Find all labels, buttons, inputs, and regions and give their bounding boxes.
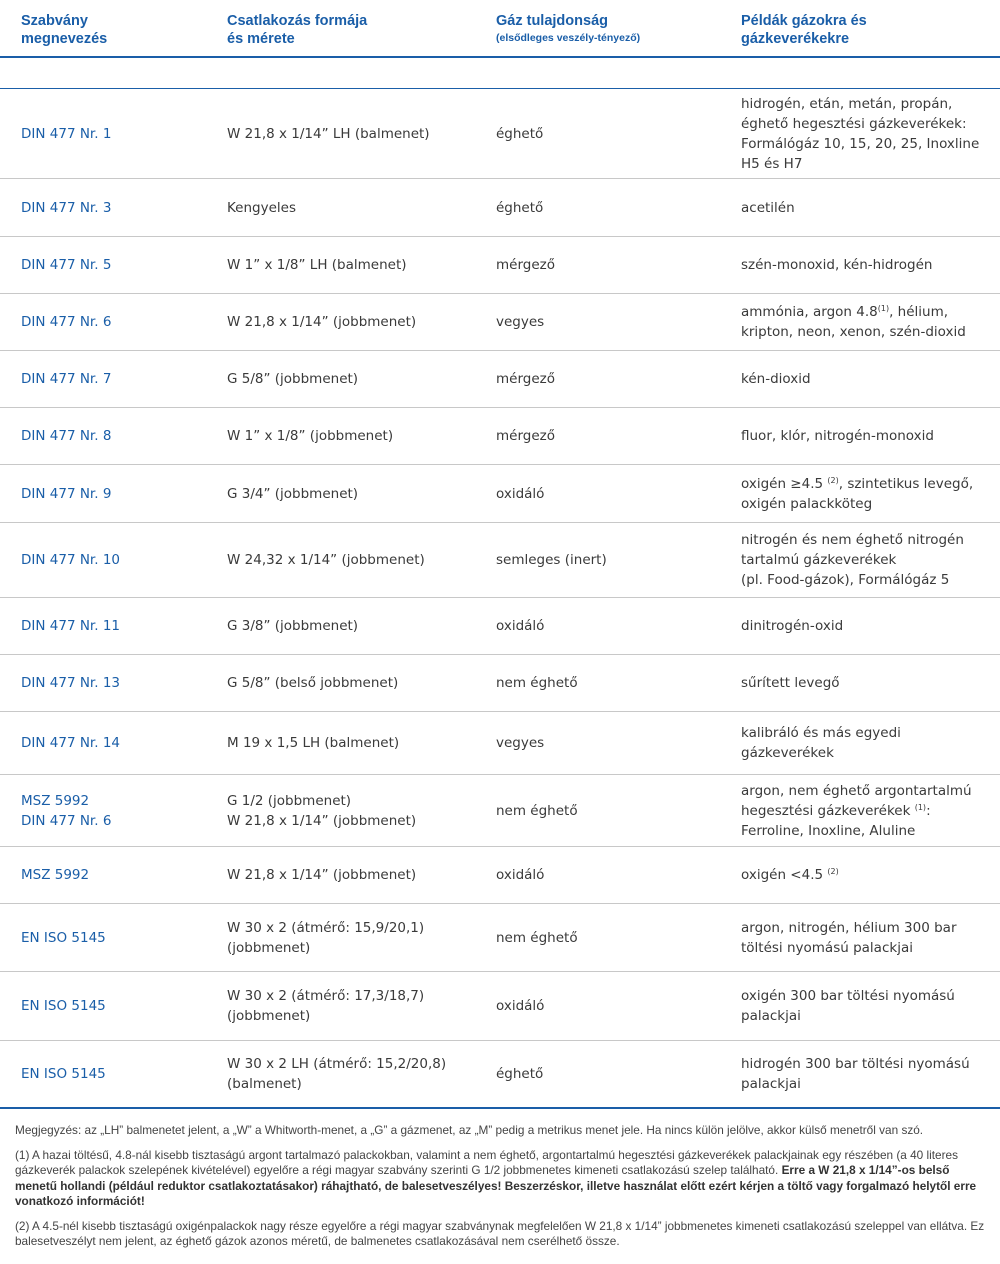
gas-examples <box>741 673 996 693</box>
connection-size <box>227 484 358 504</box>
gas-examples-text: oxigén palackköteg <box>741 495 873 512</box>
gas-examples <box>741 918 996 958</box>
header-property-subtitle: (elsődleges veszély-tényező) <box>496 32 641 44</box>
standard-name <box>21 369 111 389</box>
gas-examples <box>741 723 996 763</box>
connection-size-line: W 30 x 2 LH (átmérő: 15,2/20,8) <box>227 1056 447 1072</box>
note-2: (2) A 4.5-nél kisebb tisztaságú oxigénpalackok nagy része egyelőre a régi magyar szabványnak megfelelően W 21,8 x 1/14” jobbmenetes kimeneti csatlakozású szeleppel van ellátva. Ez balesetveszélyt nem jelent, az éghető gázok azonos méretű, de balmenetes csatlakozásával nem cserélhető össze. <box>15 1218 985 1248</box>
gas-examples-text: ammónia, argon 4.8 <box>741 304 878 320</box>
standard-name-line: DIN 477 Nr. 10 <box>21 552 120 568</box>
gas-connection-table <box>0 89 1000 1109</box>
standard-name-line: EN ISO 5145 <box>21 998 106 1014</box>
footnotes <box>15 1123 990 1259</box>
standard-name <box>21 996 106 1016</box>
note-1-warning: Erre a W 21,8 x 1/14”-os belső menetű hollandi (például reduktor csatlakoztatásakor) ráhajtható, de balesetveszélyes! Beszerzéskor, illetve használat előtt ezért kérjen a töltő vagy forgalmazó helytől erre vonatkozó információt! <box>15 1163 977 1208</box>
standard-name-line: DIN 477 Nr. 1 <box>21 125 112 142</box>
standard-name-line: DIN 477 Nr. 5 <box>21 257 112 273</box>
table-header <box>0 0 1000 58</box>
gas-property: mérgező <box>496 428 555 444</box>
connection-size <box>227 673 398 693</box>
gas-examples <box>741 369 996 389</box>
connection-size-line: G 3/4” (jobbmenet) <box>227 485 359 502</box>
gas-property: éghető <box>496 125 544 142</box>
gas-examples-text: nitrogén és nem éghető nitrogén <box>741 532 964 548</box>
gas-examples <box>741 530 996 590</box>
gas-property: mérgező <box>496 257 555 273</box>
gas-examples-text: sűrített levegő <box>741 675 840 691</box>
table-row <box>0 237 1000 294</box>
connection-size <box>227 198 296 218</box>
header-connection <box>227 12 367 48</box>
footnote-ref: (1) <box>877 304 890 313</box>
gas-examples <box>741 474 996 514</box>
standard-name-line: MSZ 5992 <box>21 792 90 809</box>
gas-examples-text: dinitrogén-oxid <box>741 618 844 634</box>
gas-examples-text: hidrogén 300 bar töltési nyomású <box>741 1056 970 1072</box>
table-row <box>0 712 1000 775</box>
standard-name <box>21 733 120 753</box>
gas-examples-text: argon, nitrogén, hélium 300 bar <box>741 919 957 936</box>
table-row <box>0 655 1000 712</box>
standard-name-line: DIN 477 Nr. 7 <box>21 371 112 387</box>
connection-size <box>227 733 399 753</box>
gas-examples-text: kén-dioxid <box>741 371 811 387</box>
standard-name <box>21 1064 106 1084</box>
standard-name-line: DIN 477 Nr. 9 <box>21 485 112 502</box>
connection-size-line: (jobbmenet) <box>227 1008 311 1024</box>
standard-name <box>21 550 120 570</box>
standard-name-line: EN ISO 5145 <box>21 929 106 946</box>
header-property-title: Gáz tulajdonság <box>496 13 608 29</box>
gas-examples-text: , hélium, <box>889 304 949 320</box>
connection-size <box>227 550 425 570</box>
gas-property: nem éghető <box>496 675 578 691</box>
gas-examples <box>741 198 996 218</box>
connection-size-line: Kengyeles <box>227 199 296 216</box>
gas-examples-text: kalibráló és más egyedi gázkeverékek <box>741 725 901 761</box>
gas-property: éghető <box>496 1066 544 1082</box>
header-property <box>496 12 640 46</box>
connection-size <box>227 865 416 885</box>
standard-name <box>21 124 111 144</box>
gas-examples <box>741 426 996 446</box>
gas-examples-text: hidrogén, etán, metán, propán, <box>741 95 953 112</box>
connection-size-line: W 1” x 1/8” LH (balmenet) <box>227 257 407 273</box>
note-1 <box>15 1148 990 1210</box>
standard-name-line: DIN 477 Nr. 13 <box>21 675 120 691</box>
gas-examples-text: szén-monoxid, kén-hidrogén <box>741 257 933 273</box>
table-row <box>0 598 1000 655</box>
table-row <box>0 179 1000 237</box>
standard-name <box>21 484 111 504</box>
header-examples-line1: Példák gázokra és <box>741 13 867 29</box>
standard-name-line: DIN 477 Nr. 3 <box>21 199 112 216</box>
header-connection-line1: Csatlakozás formája <box>227 13 368 29</box>
table-row <box>0 1041 1000 1109</box>
table-row <box>0 408 1000 465</box>
gas-property: oxidáló <box>496 867 545 883</box>
standard-name-line: DIN 477 Nr. 6 <box>21 812 112 829</box>
gas-property: semleges (inert) <box>496 552 607 568</box>
gas-property: vegyes <box>496 735 545 751</box>
connection-size <box>227 986 424 1026</box>
standard-name-line: MSZ 5992 <box>21 867 90 883</box>
standard-name-line: DIN 477 Nr. 14 <box>21 735 120 751</box>
gas-examples <box>741 865 996 885</box>
gas-examples-text: oxigén ≥4.5 <box>741 475 828 492</box>
gas-property: oxidáló <box>496 618 545 634</box>
gas-examples-text: éghető hegesztési gázkeverékek: <box>741 115 967 132</box>
connection-size-line: G 1/2 (jobbmenet) <box>227 792 352 809</box>
header-connection-line2: és mérete <box>227 31 295 47</box>
standard-name-line: DIN 477 Nr. 6 <box>21 314 112 330</box>
standard-name <box>21 255 111 275</box>
gas-examples-text: palackjai <box>741 1076 801 1092</box>
connection-size <box>227 1054 446 1094</box>
connection-size-line: W 21,8 x 1/14” (jobbmenet) <box>227 314 417 330</box>
connection-size-line: M 19 x 1,5 LH (balmenet) <box>227 735 400 751</box>
header-standard-line1: Szabvány <box>21 13 88 29</box>
table-row <box>0 904 1000 972</box>
connection-size <box>227 124 430 144</box>
table-row <box>0 89 1000 179</box>
gas-examples <box>741 781 996 841</box>
header-standard-line2: megnevezés <box>21 31 108 47</box>
gas-property: mérgező <box>496 371 555 387</box>
standard-name-line: DIN 477 Nr. 11 <box>21 618 120 634</box>
gas-examples-text: acetilén <box>741 199 795 216</box>
table-row <box>0 294 1000 351</box>
gas-examples-text: : <box>926 802 931 819</box>
gas-property: nem éghető <box>496 929 578 946</box>
gas-property: éghető <box>496 199 544 216</box>
standard-name-line: DIN 477 Nr. 8 <box>21 428 112 444</box>
footnote-ref: (2) <box>827 475 839 485</box>
gas-examples-text: H5 és H7 <box>741 155 803 172</box>
note-1-text: (1) A hazai töltésű, 4.8-nál kisebb tisztaságú argont tartalmazó palackokban, valamint a nem éghető, argontartalmú hegesztési gázkeverékek palackjainak egy részében (a 40 literes gázkeverék palackok szelepének kivételével) egyelőre a régi magyar szabvány szerinti G 1/2 jobbmenetes kimeneti csatlakozású szelep található. <box>15 1147 958 1177</box>
connection-size-line: (jobbmenet) <box>227 939 311 956</box>
gas-examples-text: oxigén <4.5 <box>741 867 828 883</box>
table-row <box>0 775 1000 847</box>
connection-size <box>227 369 358 389</box>
header-examples-line2: gázkeverékekre <box>741 31 850 47</box>
connection-size-line: W 24,32 x 1/14” (jobbmenet) <box>227 552 425 568</box>
connection-size-line: W 30 x 2 (átmérő: 17,3/18,7) <box>227 988 425 1004</box>
note-legend: Megjegyzés: az „LH” balmenetet jelent, a „W” a Whitworth-menet, a „G” a gázmenet, az „M” pedig a metrikus menet jele. Ha nincs külön jelölve, akkor külső menetről van szó. <box>15 1123 924 1137</box>
table-row <box>0 465 1000 523</box>
gas-property: nem éghető <box>496 802 578 819</box>
gas-examples <box>741 616 996 636</box>
gas-examples <box>741 302 996 342</box>
table-row <box>0 972 1000 1041</box>
table-row <box>0 523 1000 598</box>
gas-examples-text: Ferroline, Inoxline, Aluline <box>741 822 916 839</box>
footnote-ref: (2) <box>827 867 839 876</box>
gas-examples-text: argon, nem éghető argontartalmú <box>741 782 972 799</box>
standard-name <box>21 791 111 831</box>
standard-name-line: EN ISO 5145 <box>21 1066 106 1082</box>
gas-examples <box>741 255 996 275</box>
connection-size <box>227 426 393 446</box>
gas-examples <box>741 94 996 174</box>
connection-size-line: (balmenet) <box>227 1076 302 1092</box>
connection-size <box>227 791 416 831</box>
connection-size <box>227 255 407 275</box>
connection-size-line: W 21,8 x 1/14” (jobbmenet) <box>227 812 417 829</box>
header-examples <box>741 12 867 48</box>
table-row <box>0 351 1000 408</box>
gas-examples-text: (pl. Food-gázok), Formálógáz 5 <box>741 572 950 588</box>
gas-examples-text: palackjai <box>741 1008 801 1024</box>
gas-examples-text: Formálógáz 10, 15, 20, 25, Inoxline <box>741 135 980 152</box>
standard-name <box>21 928 106 948</box>
standard-name <box>21 426 111 446</box>
connection-size-line: G 5/8” (jobbmenet) <box>227 371 359 387</box>
connection-size-line: W 30 x 2 (átmérő: 15,9/20,1) <box>227 919 425 936</box>
gas-examples <box>741 986 996 1026</box>
connection-size-line: G 3/8” (jobbmenet) <box>227 618 359 634</box>
gas-examples-text: kripton, neon, xenon, szén-dioxid <box>741 324 966 340</box>
gas-examples-text: töltési nyomású palackjai <box>741 939 913 956</box>
standard-name <box>21 865 89 885</box>
standard-name <box>21 198 111 218</box>
gas-property: oxidáló <box>496 998 545 1014</box>
table-row <box>0 847 1000 904</box>
gas-property: vegyes <box>496 314 545 330</box>
footnote-ref: (1) <box>914 802 927 812</box>
header-standard <box>21 12 107 48</box>
gas-examples-text: fluor, klór, nitrogén-monoxid <box>741 428 934 444</box>
gas-examples-text: oxigén 300 bar töltési nyomású <box>741 988 955 1004</box>
connection-size <box>227 616 358 636</box>
connection-size-line: W 1” x 1/8” (jobbmenet) <box>227 428 394 444</box>
gas-examples-text: , szintetikus levegő, <box>838 475 974 492</box>
connection-size-line: W 21,8 x 1/14” (jobbmenet) <box>227 867 417 883</box>
connection-size <box>227 918 424 958</box>
gas-examples-text: hegesztési gázkeverékek <box>741 802 915 819</box>
gas-examples-text: tartalmú gázkeverékek <box>741 552 897 568</box>
connection-size-line: G 5/8” (belső jobbmenet) <box>227 675 399 691</box>
gas-examples <box>741 1054 996 1094</box>
standard-name <box>21 616 120 636</box>
gas-property: oxidáló <box>496 485 545 502</box>
connection-size <box>227 312 416 332</box>
standard-name <box>21 673 120 693</box>
connection-size-line: W 21,8 x 1/14” LH (balmenet) <box>227 125 430 142</box>
standard-name <box>21 312 111 332</box>
